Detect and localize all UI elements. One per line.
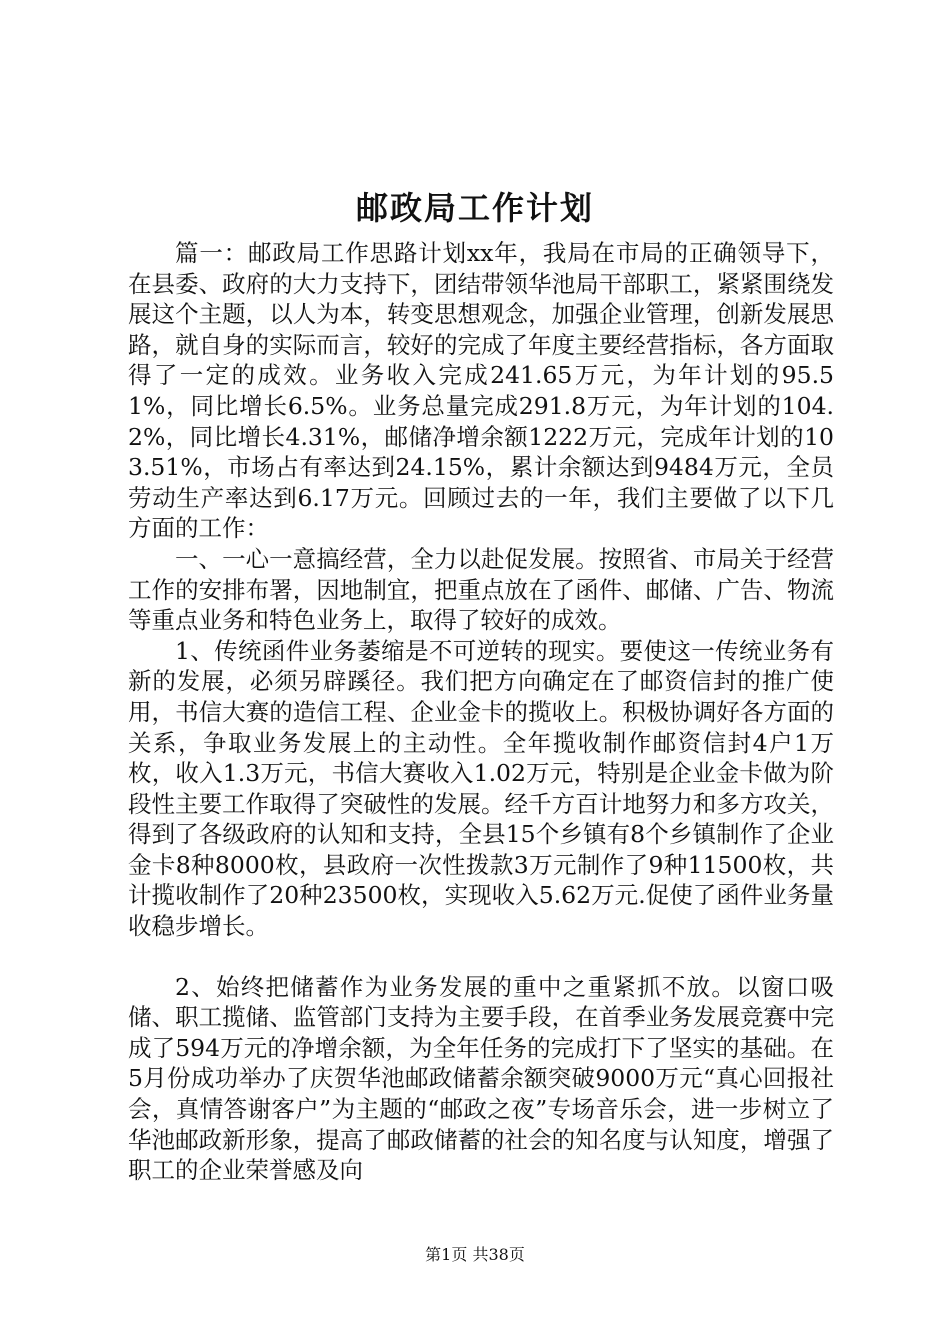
document-title: 邮政局工作计划 (355, 189, 594, 227)
paragraph-item-two: 2、始终把储蓄作为业务发展的重中之重紧抓不放。以窗口吸储、职工揽储、监管部门支持为主要手段，在首季业务发展竞赛中完成了594万元的净增余额，为全年任务的完成打下了坚实的基础。在5月份成功举办了庆贺华池邮政储蓄余额突破9000万元“真心回报社会，真情答谢客户”为主题的“邮政之夜”专场音乐会，进一步树立了华池邮政新形象，提高了邮政储蓄的社会的知名度与认知度，增强了职工的企业荣誉感及向 (128, 972, 834, 1185)
document-body (128, 238, 834, 1186)
page-footer (0, 1244, 950, 1266)
paragraph-intro: 篇一：邮政局工作思路计划xx年，我局在市局的正确领导下，在县委、政府的大力支持下，团结带领华池局干部职工，紧紧围绕发展这个主题，以人为本，转变思想观念，加强企业管理，创新发展思路，就自身的实际而言，较好的完成了年度主要经营指标，各方面取得了一定的成效。业务收入完成241.65万元，为年计划的95.51%，同比增长6.5%。业务总量完成291.8万元，为年计划的104.2%，同比增长4.31%，邮储净增余额1222万元，完成年计划的103.51%，市场占有率达到24.15%，累计余额达到9484万元，全员劳动生产率达到6.17万元。回顾过去的一年，我们主要做了以下几方面的工作： (128, 239, 834, 543)
page-total: 共38页 (472, 1245, 525, 1264)
paragraph-section-one: 一、一心一意搞经营，全力以赴促发展。按照省、市局关于经营工作的安排布署，因地制宜，把重点放在了函件、邮储、广告、物流等重点业务和特色业务上，取得了较好的成效。 (128, 544, 834, 635)
paragraph-item-one: 1、传统函件业务萎缩是不可逆转的现实。要使这一传统业务有新的发展，必须另辟蹊径。我们把方向确定在了邮资信封的推广使用，书信大赛的造信工程、企业金卡的揽收上。积极协调好各方面的关系，争取业务发展上的主动性。全年揽收制作邮资信封4户1万枚，收入1.3万元，书信大赛收入1.02万元，特别是企业金卡做为阶段性主要工作取得了突破性的发展。经千方百计地努力和多方攻关，得到了各级政府的认知和支持，全县15个乡镇有8个乡镇制作了企业金卡8种8000枚，县政府一次性拨款3万元制作了9种11500枚，共计揽收制作了20种23500枚，实现收入5.62万元.促使了函件业务量收稳步增长。 (128, 636, 834, 941)
page-number: 第1页 (425, 1245, 468, 1264)
